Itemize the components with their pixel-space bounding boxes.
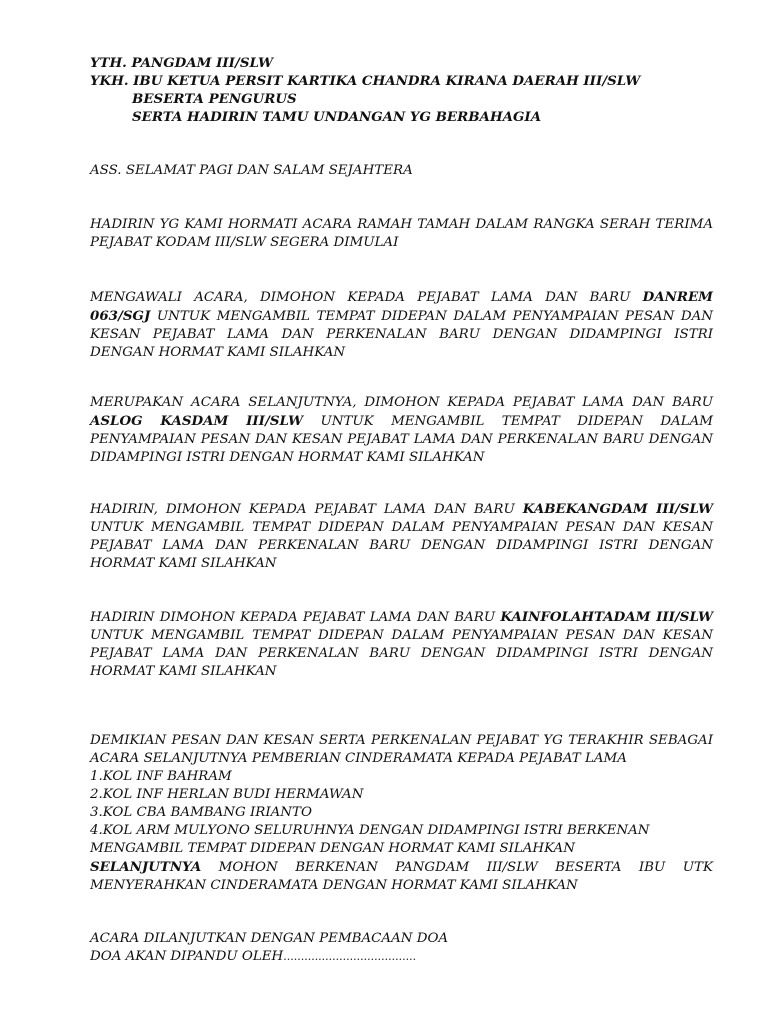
paragraph-danrem-office: DANREM 063/SGJ (90, 289, 713, 324)
closing-final (90, 858, 713, 895)
paragraph-aslog-body: UNTUK MENGAMBIL TEMPAT DIDEPAN DALAM PENYAMPAIAN PESAN DAN KESAN PEJABAT LAMA DAN PERKENALAN BARU DENGAN DIDAMPINGI ISTRI DENGAN HORMAT KAMI SILAHKAN (90, 414, 714, 465)
paragraph-kainfolahtadam-lead: HADIRIN DIMOHON KEPADA PEJABAT LAMA DAN BARU (90, 610, 501, 625)
paragraph-kainfolahtadam-office: KAINFOLAHTADAM III/SLW (500, 609, 713, 625)
closing-section (90, 732, 713, 895)
closing-intro: DEMIKIAN PESAN DAN KESAN SERTA PERKENALAN PEJABAT YG TERAKHIR SEBAGAI ACARA SELANJUTNYA PEMBERIAN CINDERAMATA KEPADA PEJABAT LAMA (90, 733, 713, 766)
prayer-leader-line (90, 948, 713, 966)
paragraph-aslog (90, 394, 713, 467)
closing-final-body: MOHON BERKENAN PANGDAM III/SLW BESERTA IBU UTK MENYERAHKAN CINDERAMATA DENGAN HORMAT KAMI SILAHKAN (90, 860, 713, 893)
salutation-pengurus: BESERTA PENGURUS (132, 91, 297, 107)
paragraph-danrem (90, 288, 713, 362)
paragraph-kabekangdam (90, 500, 713, 573)
prayer-leader-label: DOA AKAN DIPANDU OLEH (90, 949, 284, 964)
greeting-text: ASS. SELAMAT PAGI DAN SALAM SEJAHTERA (90, 163, 413, 178)
prayer-leader-blank: ...................................... (283, 950, 417, 963)
recipient-item: 1.KOL INF BAHRAM (90, 769, 232, 784)
salutation-hadirin: SERTA HADIRIN TAMU UNDANGAN YG BERBAHAGIA (132, 109, 542, 125)
salutation-header (90, 54, 713, 126)
salutation-ketua-persit: YKH. IBU KETUA PERSIT KARTIKA CHANDRA KIRANA DAERAH III/SLW (90, 73, 641, 89)
paragraph-danrem-body: UNTUK MENGAMBIL TEMPAT DIDEPAN DALAM PENYAMPAIAN PESAN DAN KESAN PEJABAT LAMA DAN PERKENALAN BARU DENGAN DIDAMPINGI ISTRI DENGAN HORMAT KAMI SILAHKAN (90, 309, 713, 360)
paragraph-kabekangdam-office: KABEKANGDAM III/SLW (522, 501, 713, 517)
paragraph-kainfolahtadam (90, 608, 713, 681)
recipient-item: 4.KOL ARM MULYONO SELURUHNYA DENGAN DIDAMPINGI ISTRI BERKENAN MENGAMBIL TEMPAT DIDEPAN DENGAN HORMAT KAMI SILAHKAN (90, 823, 650, 856)
prayer-line: ACARA DILANJUTKAN DENGAN PEMBACAAN DOA (90, 931, 449, 946)
recipient-item: 2.KOL INF HERLAN BUDI HERMAWAN (90, 787, 364, 802)
opening-paragraph: HADIRIN YG KAMI HORMATI ACARA RAMAH TAMAH DALAM RANGKA SERAH TERIMA PEJABAT KODAM III/SLW SEGERA DIMULAI (90, 217, 713, 250)
paragraph-danrem-lead: MENGAWALI ACARA, DIMOHON KEPADA PEJABAT LAMA DAN BARU (90, 290, 643, 305)
paragraph-kainfolahtadam-body: UNTUK MENGAMBIL TEMPAT DIDEPAN DALAM PENYAMPAIAN PESAN DAN KESAN PEJABAT LAMA DAN PERKENALAN BARU DENGAN DIDAMPINGI ISTRI DENGAN HORMAT KAMI SILAHKAN (90, 628, 713, 679)
paragraph-aslog-office: ASLOG KASDAM III/SLW (90, 413, 304, 429)
salutation-pangdam: YTH. PANGDAM III/SLW (90, 55, 274, 71)
paragraph-kabekangdam-body: UNTUK MENGAMBIL TEMPAT DIDEPAN DALAM PENYAMPAIAN PESAN DAN KESAN PEJABAT LAMA DAN PERKENALAN BARU DENGAN DIDAMPINGI ISTRI DENGAN HORMAT KAMI SILAHKAN (90, 520, 713, 571)
prayer-section (90, 930, 713, 966)
paragraph-kabekangdam-lead: HADIRIN, DIMOHON KEPADA PEJABAT LAMA DAN BARU (90, 502, 523, 517)
recipient-item: 3.KOL CBA BAMBANG IRIANTO (90, 805, 312, 820)
closing-final-lead: SELANJUTNYA (90, 859, 202, 875)
paragraph-aslog-lead: MERUPAKAN ACARA SELANJUTNYA, DIMOHON KEPADA PEJABAT LAMA DAN BARU (90, 395, 713, 410)
